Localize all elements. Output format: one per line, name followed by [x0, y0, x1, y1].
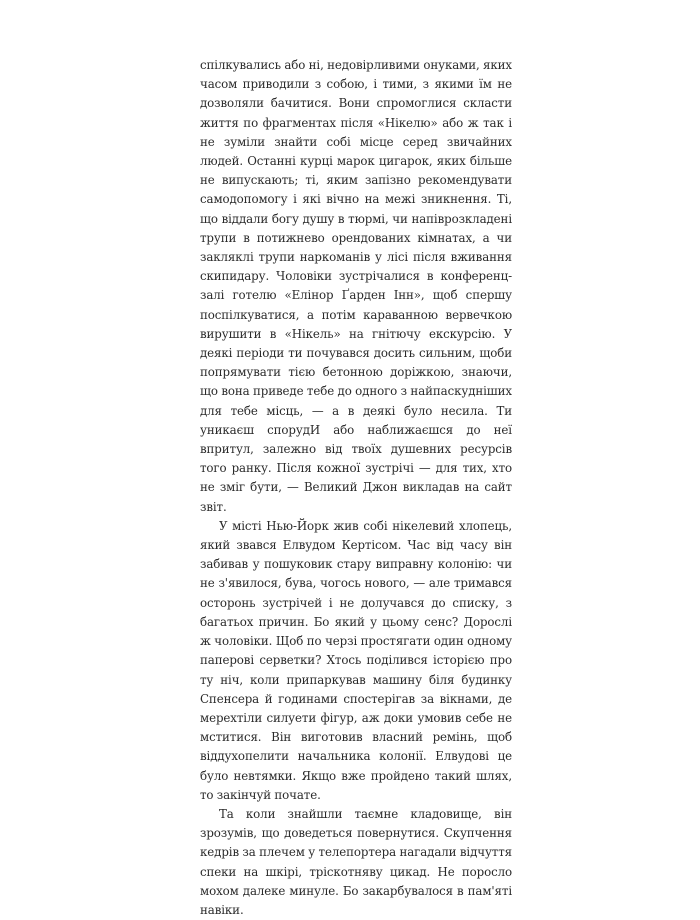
- body-text: [200, 56, 512, 920]
- paragraph-2: У місті Нью-Йорк жив собі нікелевий хлопець, який звався Елвудом Кертісом. Час від часу він забивав у пошуковик стару виправну колонію: чи не з'явилося, бува, чогось нового, — але тримався осторонь зустрічей і не долучався до списку, з багатьох причин. Бо який у цьому сенс? Дорослі ж чоловіки. Щоб по черзі простягати один одному паперові серветки? Хтось поділився історією про ту ніч, коли припаркував машину біля будинку Спенсера й годинами спостерігав за вікнами, де мерехтіли силуети фігур, аж доки умовив себе не мститися. Він виготовив власний ремінь, щоб віддухопелити начальника колонії. Елвудові це було невтямки. Якщо вже пройдено такий шлях, то закінчуй почате.: [200, 518, 512, 802]
- paragraph-1: спілкувались або ні, недовірливими онуками, яких часом приводили з собою, і тими, з якими їм не дозволяли бачитися. Вони спромоглися скласти життя по фрагментах після «Нікелю» або ж так і не зуміли знайти собі місце серед звичайних людей. Останні курці марок цигарок, яких більше не випускають; ті, яким запізно рекомендувати самодопомогу і які вічно на межі зникнення. Ті, що віддали богу душу в тюрмі, чи напіврозкладені трупи в потижнево орендованих кімнатах, а чи закляклі трупи наркоманів у лісі після вживання скипидару. Чоловіки зустрічалися в конференц-залі готелю «Елінор Ґарден Інн», щоб спершу поспілкуватися, а потім караванною вервечкою вирушити в «Нікель» на гнітючу екскурсію. У деякі періоди ти почувався досить сильним, щоби попрямувати тією бетонною доріжкою, знаючи, що вона приведе тебе до одного з найпаскудніших для тебе місць, — а в деякі було несила. Ти уникаєш спорудИ або наближаєшся до неї впритул, залежно від твоїх душевних ресурсів того ранку. Після кожної зустрічі — для тих, хто не зміг бути, — Великий Джон викладав на сайт звіт.: [200, 58, 512, 514]
- paragraph-3: Та коли знайшли таємне кладовище, він зрозумів, що доведеться повернутися. Скупчення кедрів за плечем у телепортера нагадали відчуття спеки на шкірі, тріскотняву цикад. Не поросло мохом далеке минуле. Бо закарбувалося в пам'яті навіки.: [200, 806, 512, 917]
